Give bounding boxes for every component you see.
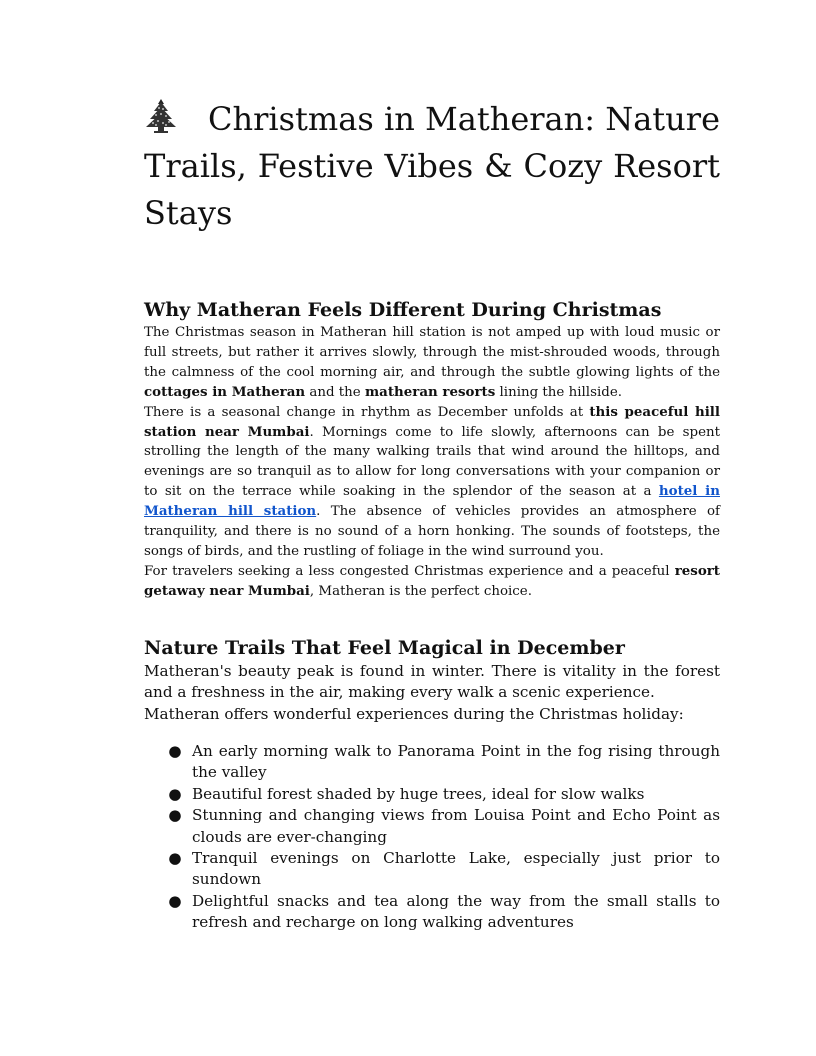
list-item — [144, 848, 720, 891]
list-item-text: Stunning and changing views from Louisa Point and Echo Point as clouds are ever-changing — [192, 806, 720, 846]
bold-matheran-resorts: matheran resorts — [365, 383, 496, 400]
bullet-icon: ● — [168, 891, 182, 910]
bullet-icon: ● — [168, 806, 182, 825]
bold-cottages-in-matheran: cottages in Matheran — [144, 383, 306, 400]
text-run: , Matheran is the perfect choice. — [309, 583, 532, 599]
paragraph-beauty-peak: Matheran's beauty peak is found in winter. There is vitality in the forest and a freshness in the air, making every walk a scenic experience. — [144, 661, 720, 702]
text-run: . Mornings come to life slowly, afternoons can be spent strolling the length of the many walking trails that wind around the hilltops, and evenings are so tranquil as to allow for long conversations with your companion or to sit on the terrace while soaking in the splendor of the season at a — [144, 424, 720, 500]
list-item — [144, 784, 720, 805]
list-item-text: Delightful snacks and tea along the way from the small stalls to refresh and recharge on long walking adventures — [192, 891, 720, 932]
paragraph-experiences-intro: Matheran offers wonderful experiences during the Christmas holiday: — [144, 704, 684, 723]
document-page — [144, 96, 720, 934]
hotel-in-matheran-link[interactable]: hotel in Matheran hill station — [144, 483, 720, 520]
bold-peaceful-hill-station: this peaceful hill station near Mumbai — [144, 403, 720, 440]
text-run: There is a seasonal change in rhythm as December unfolds at — [144, 404, 590, 420]
text-run: and the — [305, 384, 365, 400]
paragraph-travelers — [144, 562, 720, 602]
text-run: lining the hillside. — [495, 384, 622, 400]
bold-resort-getaway: resort getaway near Mumbai — [144, 562, 720, 599]
christmas-tree-icon — [144, 98, 178, 134]
bullet-icon: ● — [168, 741, 182, 760]
experiences-list — [144, 741, 720, 934]
list-item — [144, 741, 720, 784]
list-item-text: Beautiful forest shaded by huge trees, ideal for slow walks — [192, 784, 645, 803]
page-title-text: Christmas in Matheran: Nature Trails, Festive Vibes & Cozy Resort Stays — [144, 100, 720, 232]
paragraph-christmas-season — [144, 323, 720, 403]
text-run: For travelers seeking a less congested Christmas experience and a peaceful — [144, 563, 675, 579]
section-heading-why-matheran: Why Matheran Feels Different During Christmas — [144, 299, 662, 321]
section-heading-nature-trails: Nature Trails That Feel Magical in December — [144, 636, 625, 659]
page-title — [144, 96, 720, 237]
paragraph-seasonal-change — [144, 403, 720, 562]
list-item — [144, 805, 720, 848]
list-item-text: Tranquil evenings on Charlotte Lake, especially just prior to sundown — [192, 848, 720, 889]
text-run: The Christmas season in Matheran hill station is not amped up with loud music or full streets, but rather it arrives slowly, through the mist-shrouded woods, through the calmness of the cool morning air, and through the subtle glowing lights of the — [144, 325, 720, 380]
text-run: . The absence of vehicles provides an atmosphere of tranquility, and there is no sound of a horn honking. The sounds of footsteps, the songs of birds, and the rustling of foliage in the wind surround you. — [144, 504, 720, 559]
list-item — [144, 891, 720, 934]
bullet-icon: ● — [168, 848, 182, 867]
list-item-text: An early morning walk to Panorama Point in the fog rising through the valley — [192, 741, 720, 782]
bullet-icon: ● — [168, 784, 182, 803]
